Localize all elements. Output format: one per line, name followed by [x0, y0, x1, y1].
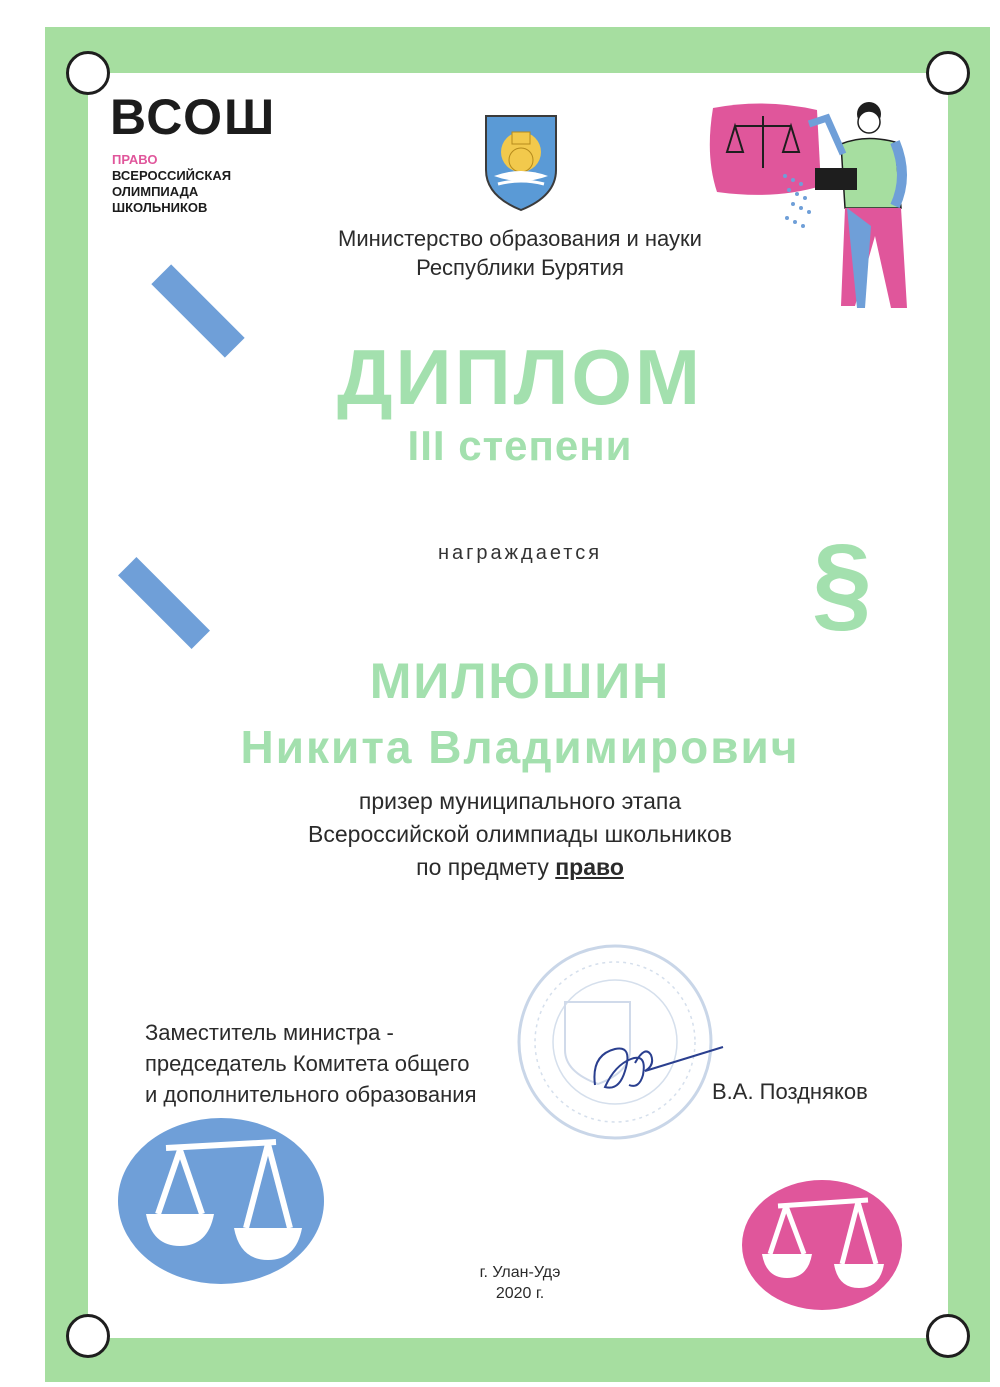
corner-circle-bottom-right	[926, 1314, 970, 1358]
logo-line-1: ВСЕРОССИЙСКАЯ	[112, 168, 232, 183]
description-line-3	[150, 851, 890, 884]
description-line-2: Всероссийской олимпиады школьников	[308, 821, 732, 847]
corner-circle-top-right	[926, 51, 970, 95]
scales-icon-pink	[742, 1180, 902, 1310]
award-description	[150, 785, 890, 884]
lawyer-illustration	[705, 96, 920, 326]
signatory-name: В.А. Поздняков	[712, 1079, 868, 1104]
awarded-label: награждается	[437, 542, 603, 564]
ministry-line-2: Республики Бурятия	[416, 255, 624, 280]
ministry-line-1: Министерство образования и науки	[338, 226, 702, 251]
buryatia-coat-of-arms-icon	[482, 112, 560, 212]
diploma-degree: III степени	[407, 422, 633, 469]
subject-name: право	[555, 854, 624, 880]
position-line-3: и дополнительного образования	[145, 1082, 477, 1107]
scales-icon-blue	[118, 1118, 324, 1284]
section-sign-icon: §	[812, 521, 873, 642]
position-line-1: Заместитель министра -	[145, 1020, 394, 1045]
corner-circle-top-left	[66, 51, 110, 95]
logo-line-2: ОЛИМПИАДА	[112, 184, 199, 199]
logo-line-3: ШКОЛЬНИКОВ	[112, 200, 208, 215]
signature-icon	[585, 1025, 725, 1105]
logo-subtitle	[112, 152, 231, 216]
diploma-title: ДИПЛОМ	[336, 333, 704, 421]
position-line-2: председатель Комитета общего	[145, 1051, 470, 1076]
signatory-position	[145, 1017, 565, 1110]
recipient-given-names: Никита Владимирович	[240, 721, 800, 773]
corner-circle-bottom-left	[66, 1314, 110, 1358]
issue-year: 2020 г.	[495, 1285, 545, 1302]
vsosh-logo: ВСОШ	[110, 89, 277, 145]
recipient-surname: МИЛЮШИН	[369, 653, 671, 709]
logo-subject: ПРАВО	[112, 152, 158, 167]
description-line-1: призер муниципального этапа	[358, 788, 682, 814]
ministry-name	[250, 224, 790, 282]
issue-place-date	[440, 1262, 600, 1304]
description-line-3-prefix: по предмету	[416, 854, 556, 880]
issue-city: г. Улан-Удэ	[479, 1264, 561, 1281]
